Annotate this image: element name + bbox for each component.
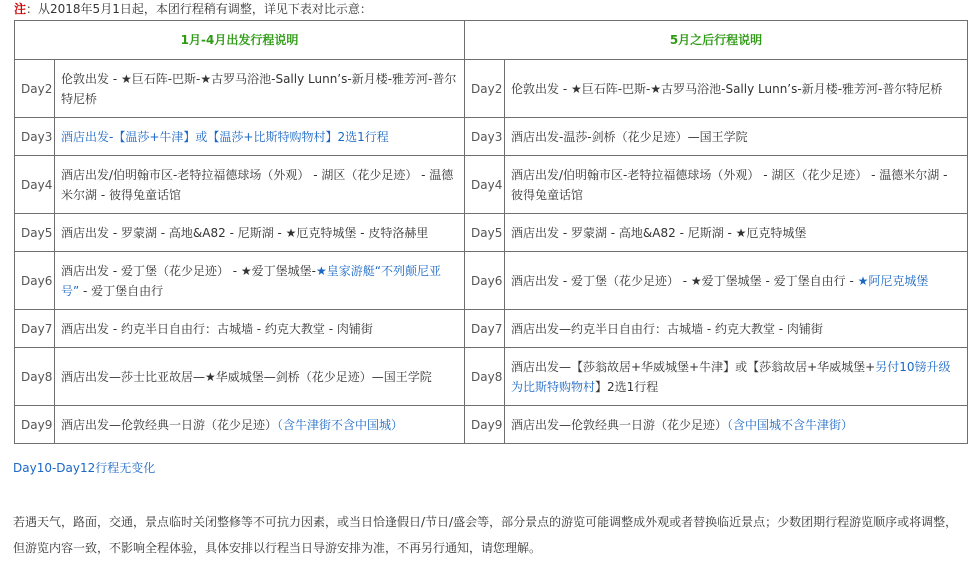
route-cell-after-may [505, 310, 968, 348]
day-cell: Day8 [465, 348, 505, 406]
day-cell: Day9 [15, 406, 55, 444]
day-cell: Day4 [465, 156, 505, 214]
day-cell: Day7 [465, 310, 505, 348]
route-cell-jan-apr [55, 252, 465, 310]
route-text: ★阿尼克城堡 [857, 273, 929, 288]
route-text: （含牛津街不含中国城） [277, 417, 404, 432]
day-cell: Day3 [15, 118, 55, 156]
route-cell-jan-apr [55, 60, 465, 118]
route-cell-after-may [505, 252, 968, 310]
route-text: 另付10镑升级为比斯特购物村 [511, 359, 951, 394]
table-row [15, 252, 968, 310]
day-cell: Day2 [465, 60, 505, 118]
route-cell-after-may [505, 214, 968, 252]
route-cell-jan-apr [55, 310, 465, 348]
route-cell-after-may [505, 348, 968, 406]
route-text: - 爱丁堡自由行 [79, 283, 164, 298]
unchanged-days-note: Day10-Day12行程无变化 [13, 461, 156, 475]
route-cell-after-may [505, 118, 968, 156]
route-text: 酒店出发—伦敦经典一日游（花少足迹） [61, 417, 278, 432]
table-row [15, 214, 968, 252]
route-text: ★皇家游艇“不列颠尼亚号” [61, 263, 441, 298]
table-row [15, 60, 968, 118]
route-text: （含中国城不含牛津街） [727, 417, 854, 432]
header-jan-apr: 1月-4月出发行程说明 [15, 21, 465, 60]
route-text: 酒店出发-【温莎+牛津】或【温莎+比斯特购物村】2选1行程 [61, 129, 389, 144]
route-text: 酒店出发—伦敦经典一日游（花少足迹） [511, 417, 728, 432]
route-text: 伦敦出发 - ★巨石阵-巴斯-★古罗马浴池-Sally Lunn’s-新月楼-雅芳河-普尔特尼桥 [511, 81, 943, 96]
route-text: 酒店出发 - 罗蒙湖 - 高地&A82 - 尼斯湖 - ★厄克特城堡 - 皮特洛赫里 [61, 225, 429, 240]
header-after-may: 5月之后行程说明 [465, 21, 968, 60]
route-text: 酒店出发 - 爱丁堡（花少足迹） - ★爱丁堡城堡- [61, 263, 317, 278]
table-row [15, 310, 968, 348]
route-text: 酒店出发-温莎-剑桥（花少足迹）—国王学院 [511, 129, 748, 144]
route-cell-jan-apr [55, 156, 465, 214]
day-cell: Day5 [15, 214, 55, 252]
note-label: 注 [14, 2, 27, 16]
day-cell: Day5 [465, 214, 505, 252]
route-cell-jan-apr [55, 348, 465, 406]
route-cell-jan-apr [55, 214, 465, 252]
day-cell: Day3 [465, 118, 505, 156]
route-cell-after-may [505, 60, 968, 118]
route-text: 伦敦出发 - ★巨石阵-巴斯-★古罗马浴池-Sally Lunn’s-新月楼-雅芳河-普尔特尼桥 [61, 71, 457, 106]
route-text: 】2选1行程 [595, 379, 659, 394]
day-cell: Day6 [465, 252, 505, 310]
route-cell-after-may [505, 406, 968, 444]
day-cell: Day6 [15, 252, 55, 310]
route-cell-after-may [505, 156, 968, 214]
route-text: 酒店出发 - 罗蒙湖 - 高地&A82 - 尼斯湖 - ★厄克特城堡 [511, 225, 807, 240]
note-text: ：从2018年5月1日起，本团行程稍有调整，详见下表对比示意： [26, 2, 372, 16]
table-row [15, 348, 968, 406]
day-cell: Day4 [15, 156, 55, 214]
route-text: 酒店出发 - 爱丁堡（花少足迹） - ★爱丁堡城堡 - 爱丁堡自由行 - [511, 273, 858, 288]
table-row [15, 156, 968, 214]
day-cell: Day7 [15, 310, 55, 348]
day-cell: Day2 [15, 60, 55, 118]
day-cell: Day9 [465, 406, 505, 444]
route-text: 酒店出发—【莎翁故居+华威城堡+牛津】或【莎翁故居+华威城堡+ [511, 359, 876, 374]
day-cell: Day8 [15, 348, 55, 406]
route-cell-jan-apr [55, 406, 465, 444]
route-text: 酒店出发—莎士比亚故居—★华威城堡—剑桥（花少足迹）—国王学院 [61, 369, 432, 384]
route-text: 酒店出发—约克半日自由行：古城墙 - 约克大教堂 - 肉铺街 [511, 321, 823, 336]
itinerary-comparison-table [14, 20, 968, 444]
route-text: 酒店出发 - 约克半日自由行：古城墙 - 约克大教堂 - 肉铺街 [61, 321, 373, 336]
route-cell-jan-apr [55, 118, 465, 156]
route-text: 酒店出发/伯明翰市区-老特拉福德球场（外观） - 湖区（花少足迹） - 温德米尔湖 - 彼得兔童话馆 [61, 167, 454, 202]
table-row [15, 406, 968, 444]
table-row [15, 118, 968, 156]
disclaimer-paragraph: 若遇天气，路面，交通，景点临时关闭整修等不可抗力因素，或当日恰逢假日/节日/盛会等，部分景点的游览可能调整成外观或者替换临近景点；少数团期行程游览顺序或将调整，但游览内容一致，不影响全程体验，具体安排以行程当日导游安排为准，不再另行通知，请您理解。 [13, 515, 958, 555]
route-text: 酒店出发/伯明翰市区-老特拉福德球场（外观） - 湖区（花少足迹） - 温德米尔湖 - 彼得兔童话馆 [511, 167, 948, 202]
schedule-change-note [14, 1, 372, 17]
table-header-row [15, 21, 968, 60]
